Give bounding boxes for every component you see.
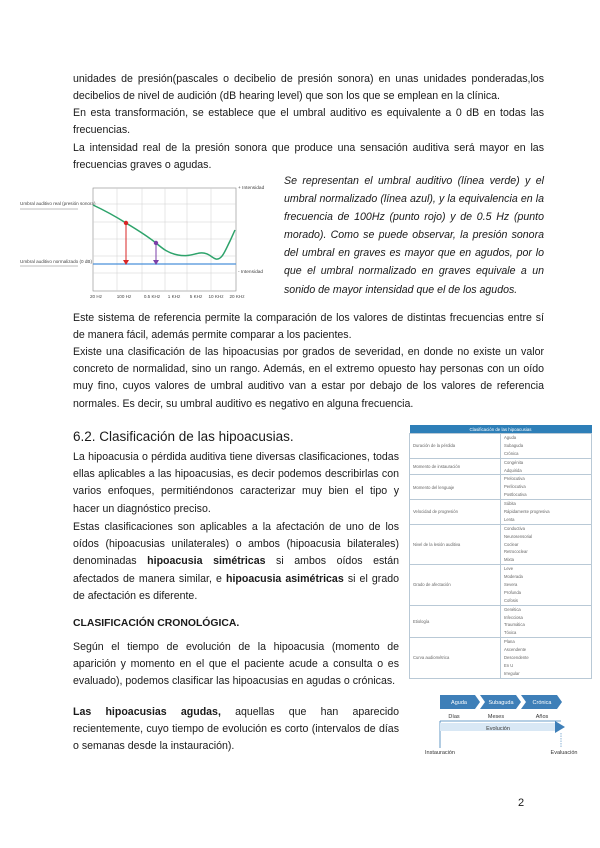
- table-body: [410, 434, 592, 679]
- table-option: Tóxica: [504, 630, 517, 636]
- chronological-paragraph-1: Según el tiempo de evolución de la hipoacusia (momento de aparición y momento en el que el paciente acude a consulta o es evaluado), podemos clasificar las hipoacusias en agudas o crónicas.: [73, 641, 399, 688]
- x-tick: 10 KHz: [208, 294, 224, 299]
- bold-symmetric: hipoacusia simétricas: [147, 555, 266, 568]
- table-options-cell: [501, 638, 592, 678]
- table-row: [410, 524, 592, 564]
- table-category-cell: Momento de instauración: [410, 458, 501, 475]
- table-option: Subaguda: [504, 442, 524, 448]
- label-real-threshold: Umbral auditivo real (presión sonora): [20, 201, 96, 206]
- table-option: Perilocutiva: [504, 484, 526, 490]
- table-header: Clasificación de las hipoacusias: [410, 425, 592, 434]
- table-row: [410, 475, 592, 500]
- x-tick: 100 Hz: [116, 294, 132, 299]
- intro-paragraph-3: La intensidad real de la presión sonora que produce una sensación auditiva será mayor en las frecuencias graves o agudas.: [73, 142, 544, 172]
- table-category-cell: Etiología: [410, 605, 501, 638]
- table-option: Adquirida: [504, 467, 522, 473]
- intro-paragraph-1: unidades de presión(pascales o decibelio de presión sonora) en unas unidades ponderadas,los decibelios de nivel de audición (dB hearing level) que son los que se emplean en la clínica.: [73, 73, 544, 103]
- table-option: Descendente: [504, 655, 529, 661]
- unit-labels: [448, 714, 548, 720]
- table-option: Profunda: [504, 589, 521, 595]
- table-option: Prelocutiva: [504, 476, 525, 482]
- table-option: Infecciosa: [504, 614, 523, 620]
- table-option: Rápidamente progresiva: [504, 509, 550, 515]
- plus-intensity-label: + Intensidad: [238, 186, 265, 191]
- table-category-cell: Grado de afectación: [410, 565, 501, 605]
- table-options-cell: [501, 458, 592, 475]
- x-tick: 20 KHz: [229, 294, 245, 299]
- table-option: Severa: [504, 582, 518, 588]
- table-option: Súbita: [504, 501, 516, 507]
- classification-table: [409, 425, 592, 679]
- table-category-cell: Duración de la pérdida: [410, 434, 501, 459]
- table-option: Ascendente: [504, 647, 527, 653]
- phase-subacute-label: Subaguda: [488, 700, 514, 706]
- x-tick: 5 KHz: [189, 294, 203, 299]
- table-option: Postlocutiva: [504, 492, 527, 498]
- x-tick: 20 Hz: [89, 294, 103, 299]
- page-number: 2: [518, 797, 525, 809]
- hearing-threshold-figure: [18, 175, 283, 303]
- table-option: En U: [504, 662, 514, 668]
- table-options-cell: [501, 475, 592, 500]
- table-option: Crónica: [504, 450, 519, 456]
- phase-chronic-label: Crónica: [532, 700, 552, 706]
- table-option: Mixta: [504, 557, 515, 563]
- table-option: Leve: [504, 566, 514, 572]
- acute-paragraph: [73, 704, 399, 756]
- table-option: Congénita: [504, 459, 524, 465]
- table-option: Plana: [504, 639, 515, 645]
- table-options-cell: [501, 605, 592, 638]
- minus-intensity-label: - Intensidad: [238, 270, 264, 275]
- table-row: [410, 434, 592, 459]
- table-category-cell: Momento del lenguaje: [410, 475, 501, 500]
- table-row: [410, 605, 592, 638]
- table-options-cell: [501, 565, 592, 605]
- severity-paragraph: Existe una clasificación de las hipoacusias por grados de severidad, en donde no existe un valor concreto de normalidad, sino un rango. Además, en el extremo opuesto hay personas con un oído muy fino, cuyos valores de umbral auditivo van a estar por debajo de los valores de referencia normales. Es decir, su umbral auditivo es negativo en alguna frecuencia.: [73, 346, 544, 410]
- text-span: Estas clasificaciones son aplicables a la afectación de uno de los oídos (hipoacusias unilaterales) o ambos (hipoacusia bilaterales) denominadas: [73, 521, 399, 568]
- end-label: Evaluación: [550, 750, 578, 756]
- text-span: si ambos oídos están afectados de manera similar, e: [73, 555, 399, 585]
- table-option: Genética: [504, 606, 521, 612]
- intro-paragraph-2: En esta transformación, se establece que el umbral auditivo es equivalente a 0 dB en todas las frecuencias.: [73, 107, 544, 137]
- table-category-cell: Curva audiométrica: [410, 638, 501, 678]
- text-span: si el grado de afectación es diferente.: [73, 572, 399, 602]
- table-option: Conductiva: [504, 525, 525, 531]
- table-options-cell: [501, 500, 592, 525]
- purple-point-05khz: [154, 241, 158, 245]
- section-title: 6.2. Clasificación de las hipoacusias.: [73, 429, 294, 444]
- table-category-cell: Velocidad de progresión: [410, 500, 501, 525]
- table-option: Aguda: [504, 435, 517, 440]
- phase-labels: [451, 700, 552, 706]
- table-options-cell: [501, 434, 592, 459]
- unit-days: Días: [448, 714, 460, 720]
- table-option: Lenta: [504, 516, 515, 522]
- phase-acute-label: Aguda: [451, 700, 467, 706]
- table-row: [410, 638, 592, 678]
- plot-frame: [93, 188, 236, 291]
- reference-system-paragraph: Este sistema de referencia permite la comparación de los valores de distintas frecuencias entre sí de manera fácil, además permite comparar a los pacientes.: [73, 312, 544, 342]
- red-point-100hz: [124, 221, 128, 225]
- table-option: Neurosensorial: [504, 533, 533, 539]
- evolution-arrow-head: [555, 721, 565, 733]
- figure-caption: Se representan el umbral auditivo (línea verde) y el umbral normalizado (línea azul), y la equivalencia en la frecuencia de 100Hz (punto rojo) y de 0.5 Hz (punto morado). Como se puede observar, la presión sonora del umbral en graves es mayor que en agudos, por lo que el umbral normalizado en graves equivale a un sonido de mayor intensidad que el de los agudos.: [284, 175, 544, 296]
- classification-paragraph-1: La hipoacusia o pérdida auditiva tiene diversas clasificaciones, todas ellas aplicables a las hipoacusias, es decir podemos describirlas con varios enfoques, permitiéndonos caracterizar muy bien el tipo y hacer un diagnóstico preciso.: [73, 451, 399, 515]
- table-option: Retrococlear: [504, 549, 528, 555]
- x-tick: 0.5 KHz: [143, 294, 161, 299]
- text-span: aquellas que han aparecido recientemente, cuyo tiempo de evolución es corto (intervalos de días o semanas desde la instauración).: [73, 706, 400, 753]
- start-label: Instauración: [425, 750, 455, 756]
- table-option: Traumática: [504, 622, 525, 628]
- bold-acute: Las hipoacusias agudas,: [73, 706, 221, 718]
- x-axis-ticks: [90, 294, 245, 299]
- table-option: Irregular: [504, 670, 520, 676]
- x-tick: 1 KHz: [167, 294, 181, 299]
- bold-asymmetric: hipoacusia asimétricas: [225, 572, 344, 585]
- evolution-label: Evolución: [486, 726, 510, 732]
- auditory-threshold-curve: [93, 205, 235, 259]
- table-option: Coclear: [504, 541, 519, 547]
- table-category-cell: Nivel de la lesión auditiva: [410, 524, 501, 564]
- classification-paragraph-2: [73, 519, 399, 605]
- chronology-timeline: [420, 690, 590, 756]
- table-row: [410, 458, 592, 475]
- table-row: [410, 500, 592, 525]
- table-option: Cofosis: [504, 597, 518, 603]
- table-options-cell: [501, 524, 592, 564]
- table-row: [410, 565, 592, 605]
- unit-years: Años: [535, 714, 549, 720]
- grid-lines: [93, 188, 236, 291]
- label-normalized-threshold: Umbral auditivo normalizado (0 dB): [20, 259, 92, 264]
- chronological-subheading: CLASIFICACIÓN CRONOLÓGICA.: [73, 618, 240, 629]
- unit-months: Meses: [487, 714, 505, 720]
- table-option: Moderada: [504, 574, 523, 580]
